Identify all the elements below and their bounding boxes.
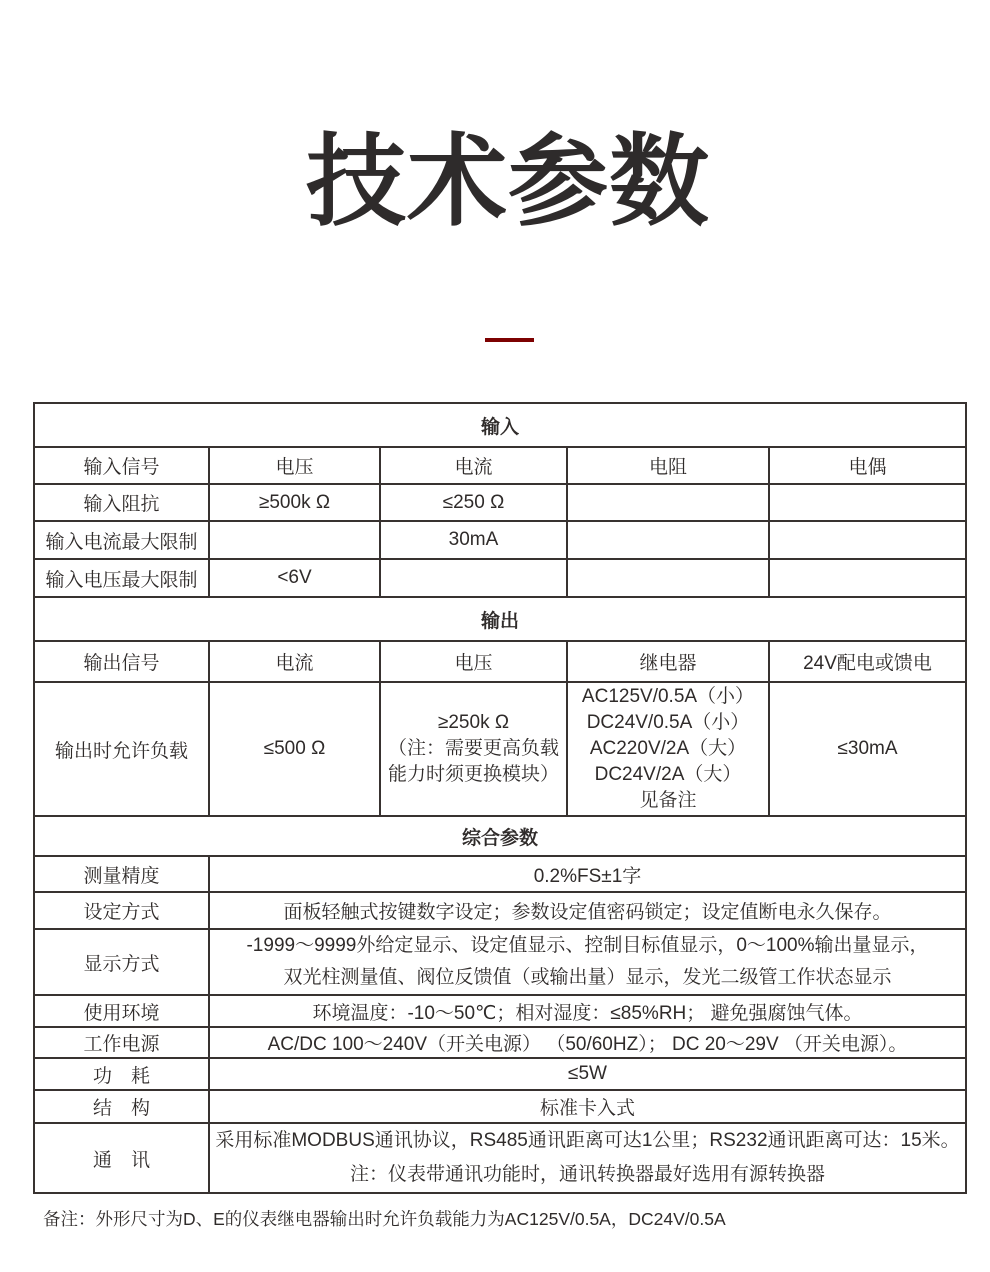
- spec-value-voltage-load: [380, 682, 567, 816]
- row-label: 结 构: [34, 1090, 209, 1123]
- col-header-24v-feed: 24V配电或馈电: [769, 641, 966, 682]
- spec-value: ≤5W: [209, 1058, 966, 1090]
- row-label: 工作电源: [34, 1027, 209, 1058]
- col-header-thermocouple: 电偶: [769, 447, 966, 484]
- table-row: [34, 1123, 966, 1193]
- spec-value: [769, 484, 966, 521]
- table-row: [34, 1090, 966, 1123]
- row-label: 功 耗: [34, 1058, 209, 1090]
- spec-value: ≤500 Ω: [209, 682, 380, 816]
- spec-value: 0.2%FS±1字: [209, 856, 966, 892]
- row-label: 显示方式: [34, 929, 209, 995]
- page-title: 技术参数: [306, 126, 710, 238]
- spec-value: [567, 521, 769, 559]
- row-label: 输出信号: [34, 641, 209, 682]
- value-line: ≥250k Ω: [437, 712, 510, 733]
- value-line: DC24V/2A（大）: [594, 764, 742, 785]
- spec-value-display-mode: [209, 929, 966, 995]
- row-label: 输入电压最大限制: [34, 559, 209, 597]
- section-header-output: 输出: [34, 597, 966, 641]
- spec-value: [769, 559, 966, 597]
- row-label: 输出时允许负载: [34, 682, 209, 816]
- value-line: DC24V/0.5A（小）: [586, 712, 750, 733]
- accent-dash: [485, 338, 534, 342]
- table-row: [34, 559, 966, 597]
- table-row: [34, 856, 966, 892]
- row-label: 设定方式: [34, 892, 209, 929]
- spec-value: [380, 559, 567, 597]
- spec-value: AC/DC 100～240V（开关电源） （50/60HZ）； DC 20～29V （开关电源）。: [209, 1027, 966, 1058]
- spec-value: 30mA: [380, 521, 567, 559]
- col-header-resistance: 电阻: [567, 447, 769, 484]
- value-line: （注：需要更高负载: [387, 738, 559, 759]
- row-label: 输入电流最大限制: [34, 521, 209, 559]
- spec-value: ≥500k Ω: [209, 484, 380, 521]
- col-header-relay: 继电器: [567, 641, 769, 682]
- spec-value-communication: [209, 1123, 966, 1193]
- value-line: 注：仪表带通讯功能时，通讯转换器最好选用有源转换器: [350, 1164, 826, 1185]
- row-label: 输入阻抗: [34, 484, 209, 521]
- value-line: 见备注: [639, 790, 697, 811]
- section-header-row-input: [34, 403, 966, 447]
- col-header-voltage: 电压: [380, 641, 567, 682]
- spec-value: 标准卡入式: [209, 1090, 966, 1123]
- spec-value: [769, 521, 966, 559]
- section-header-input: 输入: [34, 403, 966, 447]
- table-row: [34, 641, 966, 682]
- spec-value: [567, 559, 769, 597]
- row-label: 输入信号: [34, 447, 209, 484]
- table-row: [34, 521, 966, 559]
- table-row: [34, 929, 966, 995]
- spec-value: 环境温度：-10～50℃；相对湿度：≤85%RH； 避免强腐蚀气体。: [209, 995, 966, 1027]
- section-header-row-output: [34, 597, 966, 641]
- table-row: [34, 1058, 966, 1090]
- table-row: [34, 995, 966, 1027]
- col-header-current: 电流: [209, 641, 380, 682]
- spec-value-relay-load: [567, 682, 769, 816]
- value-line: AC125V/0.5A（小）: [581, 686, 755, 707]
- table-row: [34, 484, 966, 521]
- row-label: 通 讯: [34, 1123, 209, 1193]
- table-row: [34, 447, 966, 484]
- row-label: 测量精度: [34, 856, 209, 892]
- table-row: [34, 892, 966, 929]
- spec-value: [209, 521, 380, 559]
- value-line: -1999～9999外给定显示、设定值显示、控制目标值显示，0～100%输出量显示，: [246, 935, 929, 956]
- section-header-row-general: [34, 816, 966, 856]
- spec-table: [33, 402, 967, 1194]
- value-line: AC220V/2A（大）: [589, 738, 747, 759]
- table-row: [34, 682, 966, 816]
- table-row: [34, 1027, 966, 1058]
- row-label: 使用环境: [34, 995, 209, 1027]
- section-header-general: 综合参数: [34, 816, 966, 856]
- footer-note: 备注：外形尺寸为D、E的仪表继电器输出时允许负载能力为AC125V/0.5A，DC24V/0.5A: [43, 1209, 726, 1229]
- value-line: 采用标准MODBUS通讯协议，RS485通讯距离可达1公里；RS232通讯距离可达：15米。: [215, 1130, 960, 1151]
- value-line: 能力时须更换模块）: [387, 764, 559, 785]
- spec-value: 面板轻触式按键数字设定；参数设定值密码锁定；设定值断电永久保存。: [209, 892, 966, 929]
- value-line: 双光柱测量值、阀位反馈值（或输出量）显示，发光二级管工作状态显示: [283, 967, 892, 988]
- spec-value: ≤30mA: [769, 682, 966, 816]
- spec-value: <6V: [209, 559, 380, 597]
- spec-value: ≤250 Ω: [380, 484, 567, 521]
- spec-value: [567, 484, 769, 521]
- col-header-current: 电流: [380, 447, 567, 484]
- col-header-voltage: 电压: [209, 447, 380, 484]
